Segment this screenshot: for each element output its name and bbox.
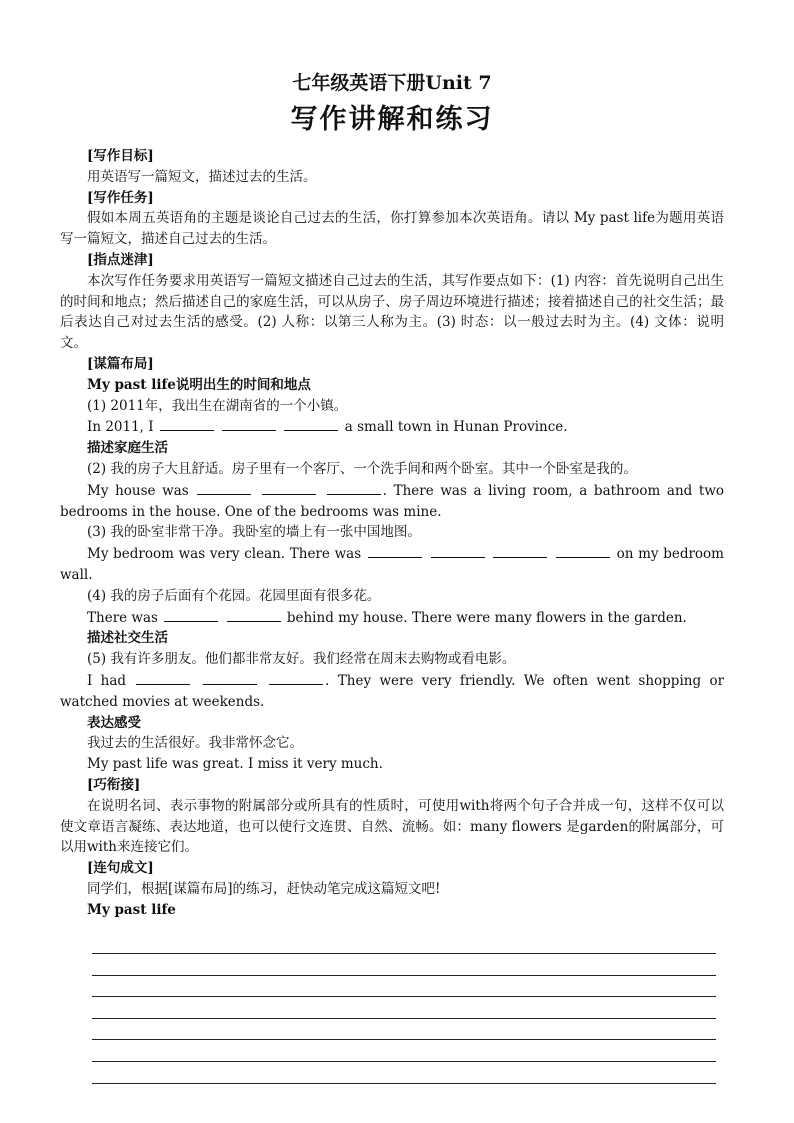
answer-blank[interactable]	[197, 480, 251, 495]
sentence-1-chinese: (1) 2011年，我出生在湖南省的一个小镇。	[87, 397, 348, 414]
answer-blank[interactable]	[203, 670, 257, 685]
sentence-5-end: . They were very friendly. We often went shopping or watched movies at weekends.	[60, 672, 725, 710]
family-heading: 描述家庭生活	[87, 440, 168, 457]
link-heading: [巧衔接]	[87, 776, 141, 793]
sentence-1-english	[60, 416, 724, 438]
writing-line[interactable]	[92, 954, 716, 976]
sentence-3-chinese: (3) 我的卧室非常干净。我卧室的墙上有一张中国地图。	[87, 524, 421, 541]
layout-heading: [谋篇布局]	[87, 355, 154, 372]
sentence-2-chinese: (2) 我的房子大且舒适。房子里有一个客厅、一个洗手间和两个卧室。其中一个卧室是我的。	[87, 460, 637, 477]
answer-blank[interactable]	[493, 543, 547, 558]
sentence-2-english	[60, 480, 724, 523]
page-title: 七年级英语下册Unit 7	[292, 72, 492, 94]
answer-blank[interactable]	[136, 670, 190, 685]
guide-text: 本次写作任务要求用英语写一篇短文描述自己过去的生活，其写作要点如下：(1) 内容：首先说明自己出生的时间和地点；然后描述自己的家庭生活，可以从房子、房子周边环境进行描述；接着描述自己的社交生活；最后表达自己对过去生活的感受。(2) 人称：以第三人称为主。(3) 时态：以一般过去时为主。(4) 文体：说明文。	[60, 272, 724, 352]
sentence-6-chinese: 我过去的生活很好。我非常怀念它。	[87, 735, 303, 752]
answer-blank[interactable]	[160, 416, 214, 431]
writing-line[interactable]	[92, 1040, 716, 1062]
answer-blank[interactable]	[431, 543, 485, 558]
answer-blank[interactable]	[368, 543, 422, 558]
worksheet-body	[60, 146, 724, 1084]
answer-blank[interactable]	[222, 416, 276, 431]
task-text: 假如本周五英语角的主题是谈论自己过去的生活，你打算参加本次英语角。请以 My past life为题用英语写一篇短文，描述自己过去的生活。	[60, 210, 724, 248]
compose-heading: [连句成文]	[87, 860, 154, 877]
writing-line[interactable]	[92, 997, 716, 1019]
sentence-2-start: My house was	[87, 482, 189, 499]
writing-line[interactable]	[92, 932, 716, 954]
social-heading: 描述社交生活	[87, 630, 168, 647]
link-text: 在说明名词、表示事物的附属部分或所具有的性质时，可使用with将两个句子合并成一句，这样不仅可以使文章语言凝练、表达地道，也可以使行文连贯、自然、流畅。如：many flowers 是garden的附属部分，可以用with来连接它们。	[60, 797, 724, 856]
sentence-5-english	[60, 670, 724, 713]
writing-line[interactable]	[92, 1062, 716, 1084]
feeling-heading: 表达感受	[87, 714, 141, 731]
answer-blank[interactable]	[269, 670, 323, 685]
answer-blank[interactable]	[327, 480, 381, 495]
answer-blank[interactable]	[227, 607, 281, 622]
sentence-4-start: There was	[87, 609, 158, 626]
sentence-4-chinese: (4) 我的房子后面有个花园。花园里面有很多花。	[87, 587, 381, 604]
guide-heading: [指点迷津]	[87, 251, 154, 268]
goal-text: 用英语写一篇短文，描述过去的生活。	[87, 168, 317, 185]
answer-blank[interactable]	[284, 416, 338, 431]
goal-heading: [写作目标]	[87, 148, 154, 164]
writing-line[interactable]	[92, 1019, 716, 1041]
sentence-5-start: I had	[87, 672, 127, 689]
sentence-3-start: My bedroom was very clean. There was	[87, 546, 362, 563]
sentence-2-end: . There was a living room, a bathroom and two bedrooms in the house. One of the bedrooms was mine.	[60, 482, 725, 520]
sentence-6-english: My past life was great. I miss it very much.	[87, 756, 383, 773]
essay-title: My past life	[87, 901, 176, 918]
sentence-3-english	[60, 543, 724, 586]
page-subtitle: 写作讲解和练习	[290, 104, 494, 135]
sentence-3-end: on my bedroom wall.	[60, 546, 724, 583]
answer-blank[interactable]	[262, 480, 316, 495]
compose-instruction: 同学们，根据[谋篇布局]的练习，赶快动笔完成这篇短文吧!	[87, 880, 441, 897]
sentence-4-end: behind my house. There were many flowers in the garden.	[286, 609, 687, 626]
sentence-1-start: In 2011, I	[87, 419, 154, 436]
writing-line[interactable]	[92, 976, 716, 998]
sentence-5-chinese: (5) 我有许多朋友。他们都非常友好。我们经常在周末去购物或看电影。	[87, 651, 516, 668]
answer-blank[interactable]	[164, 607, 218, 622]
answer-blank[interactable]	[556, 543, 610, 558]
sentence-1-end: a small town in Hunan Province.	[344, 419, 568, 436]
sentence-4-english	[60, 607, 724, 629]
task-heading: [写作任务]	[87, 189, 154, 206]
birth-heading: My past life说明出生的时间和地点	[87, 376, 311, 393]
writing-area[interactable]	[92, 932, 716, 1083]
